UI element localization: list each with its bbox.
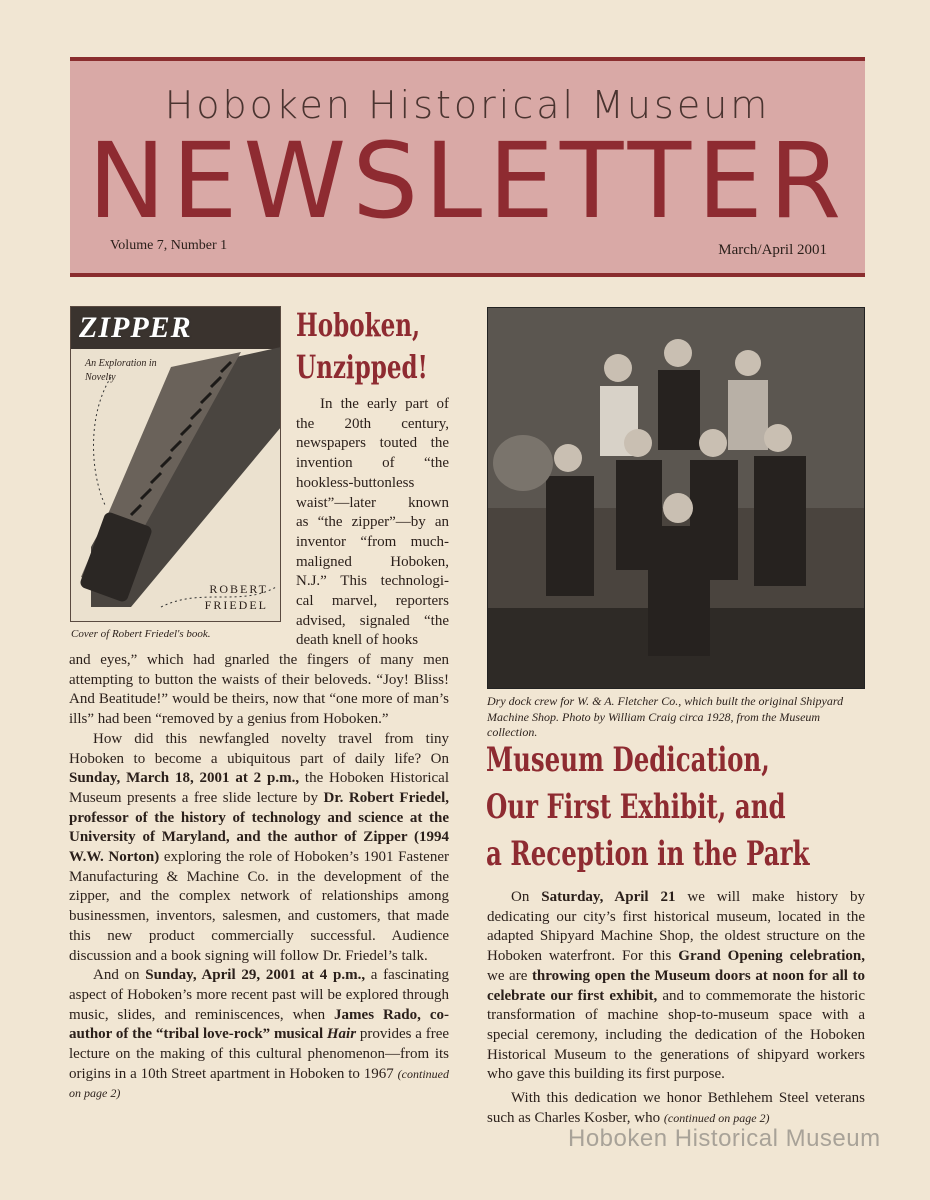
text-span: and to commemorate the historic transformation of machine shop-to-museum space with a special ceremony, including the dedication of the Hoboken Historical Museum to the generations of shipyard workers who gave this building its first purpose.: [487, 987, 865, 1083]
open-doors: throwing open the Museum doors at noon for all to celebrate our first exhibit,: [487, 967, 865, 1004]
article1-p1-rest: and eyes,” which had gnarled the fingers of many men attempting to button the waists of their beloveds. “Joy! Bliss! And Beatitude!” would be theirs, now that “one more of man’s ills” had been “removed by a genius from Hoboken.”: [69, 652, 449, 728]
article1-p2: [69, 730, 449, 966]
event-date-1: Sunday, March 18, 2001 at 2 p.m.,: [69, 770, 300, 787]
newsletter-title: NEWSLETTER: [87, 120, 848, 242]
text-span: we are: [487, 967, 532, 984]
zipper-book-cover: [70, 306, 281, 622]
narrow-line: newspapers touted the: [296, 435, 449, 452]
article2-p1: [487, 888, 865, 1085]
text-span: And on: [93, 967, 146, 984]
article2-headline-line1: Museum Dedication,: [486, 740, 770, 780]
narrow-line: inventor “from much-: [296, 533, 449, 550]
speaker-2: James Rado, co-author of the “tribal love-rock” musical: [69, 1006, 449, 1043]
text-span: the Hoboken Historical Museum presents a free slide lecture by: [69, 770, 449, 806]
narrow-line: death knell of hooks: [296, 632, 419, 649]
narrow-lines: [296, 395, 449, 651]
article2-headline-line3: a Reception in the Park: [486, 834, 810, 874]
continued-note[interactable]: (continued on page 2): [69, 1066, 449, 1101]
text-span: a fascinating aspect of Hoboken’s more recent past will be explored through music, slides, and reminiscences, when: [69, 967, 449, 1023]
author-first: ROBERT: [209, 582, 268, 596]
narrow-line: advised, signaled “the: [296, 612, 449, 629]
narrow-line: cal marvel, reporters: [296, 593, 449, 610]
masthead: [70, 57, 865, 277]
text-span: On: [511, 889, 542, 905]
photo-caption: Dry dock crew for W. & A. Fletcher Co., which built the original Shipyard Machine Shop. Photo by William Craig circa 1928, from the Museum collection.: [487, 694, 844, 739]
musical-title: Hair: [326, 1026, 357, 1043]
issue-date: March/April 2001: [718, 242, 827, 258]
book-author: [205, 581, 268, 613]
narrow-line: as “the zipper”—by an: [296, 514, 449, 531]
article2-headline-line2: Our First Exhibit, and: [486, 787, 786, 827]
event-date-3: Saturday, April 21: [541, 889, 676, 905]
narrow-line: hookless-buttonless: [296, 474, 415, 491]
text-span: provides a free lecture on the making of this cultural phenomenon—from its origins in a 10th Street apartment in Hoboken to 1967: [69, 1026, 450, 1082]
article2-p2: [487, 1089, 865, 1128]
book-title: ZIPPER: [79, 311, 192, 344]
volume-number: Volume 7, Number 1: [110, 238, 228, 253]
narrow-line: maligned Hoboken,: [296, 553, 449, 570]
watermark: Hoboken Historical Museum: [568, 1125, 881, 1152]
narrow-line: invention of “the: [296, 455, 449, 472]
article2-body: [487, 888, 865, 1128]
continued-note[interactable]: (continued on page 2): [663, 1110, 770, 1125]
crew-photo-illustration: [488, 308, 865, 689]
zipper-illustration: [71, 307, 281, 622]
article1-narrow-column: [296, 395, 449, 651]
bollard: [493, 435, 553, 491]
grand-opening: Grand Opening celebration,: [678, 948, 865, 965]
book-caption: Cover of Robert Friedel's book.: [71, 628, 211, 640]
article1-p3: [69, 966, 449, 1104]
narrow-line: N.J.” This technologi-: [296, 573, 449, 590]
narrow-line: waist”—later known: [296, 494, 449, 511]
article1-headline-line1: Hoboken,: [296, 306, 421, 344]
text-span: exploring the role of Hoboken’s 1901 Fastener Manufacturing & Machine Co. in the development of the zipper, and the complex network of relationships among businessmen, inventors, salesmen, and customers, that made this new product commercially successful. Audience discussion and a book signing will follow Dr. Friedel’s talk.: [69, 849, 449, 964]
dotted-arrow: [94, 377, 112, 507]
article1-headline-line2: Unzipped!: [296, 348, 428, 386]
event-date-2: Sunday, April 29, 2001 at 4 p.m.,: [145, 967, 366, 984]
text-span: we will make history by dedicating our city’s first historical museum, located in the adapted Shipyard Machine Shop, the oldest structure on the Hoboken waterfront. For this: [487, 889, 865, 965]
article1-body: [69, 651, 449, 1104]
speaker-1: Dr. Robert Friedel, professor of the history of technology and science at the University of Maryland, and the author of Zipper (1994 W.W. Norton): [69, 789, 450, 866]
museum-name: Hoboken Historical Museum: [164, 83, 771, 127]
text-span: How did this newfangled novelty travel from tiny Hoboken to become a ubiquitous part of daily life? On: [69, 730, 449, 767]
author-last: FRIEDEL: [204, 598, 268, 612]
dry-dock-crew-photo: [487, 307, 865, 689]
text-span: With this dedication we honor Bethlehem Steel veterans such as Charles Kosber, who: [487, 1090, 865, 1126]
narrow-line: In the early part of: [320, 396, 449, 412]
narrow-line: the 20th century,: [296, 415, 449, 432]
book-subtitle: An Exploration in Novelty: [85, 358, 157, 383]
